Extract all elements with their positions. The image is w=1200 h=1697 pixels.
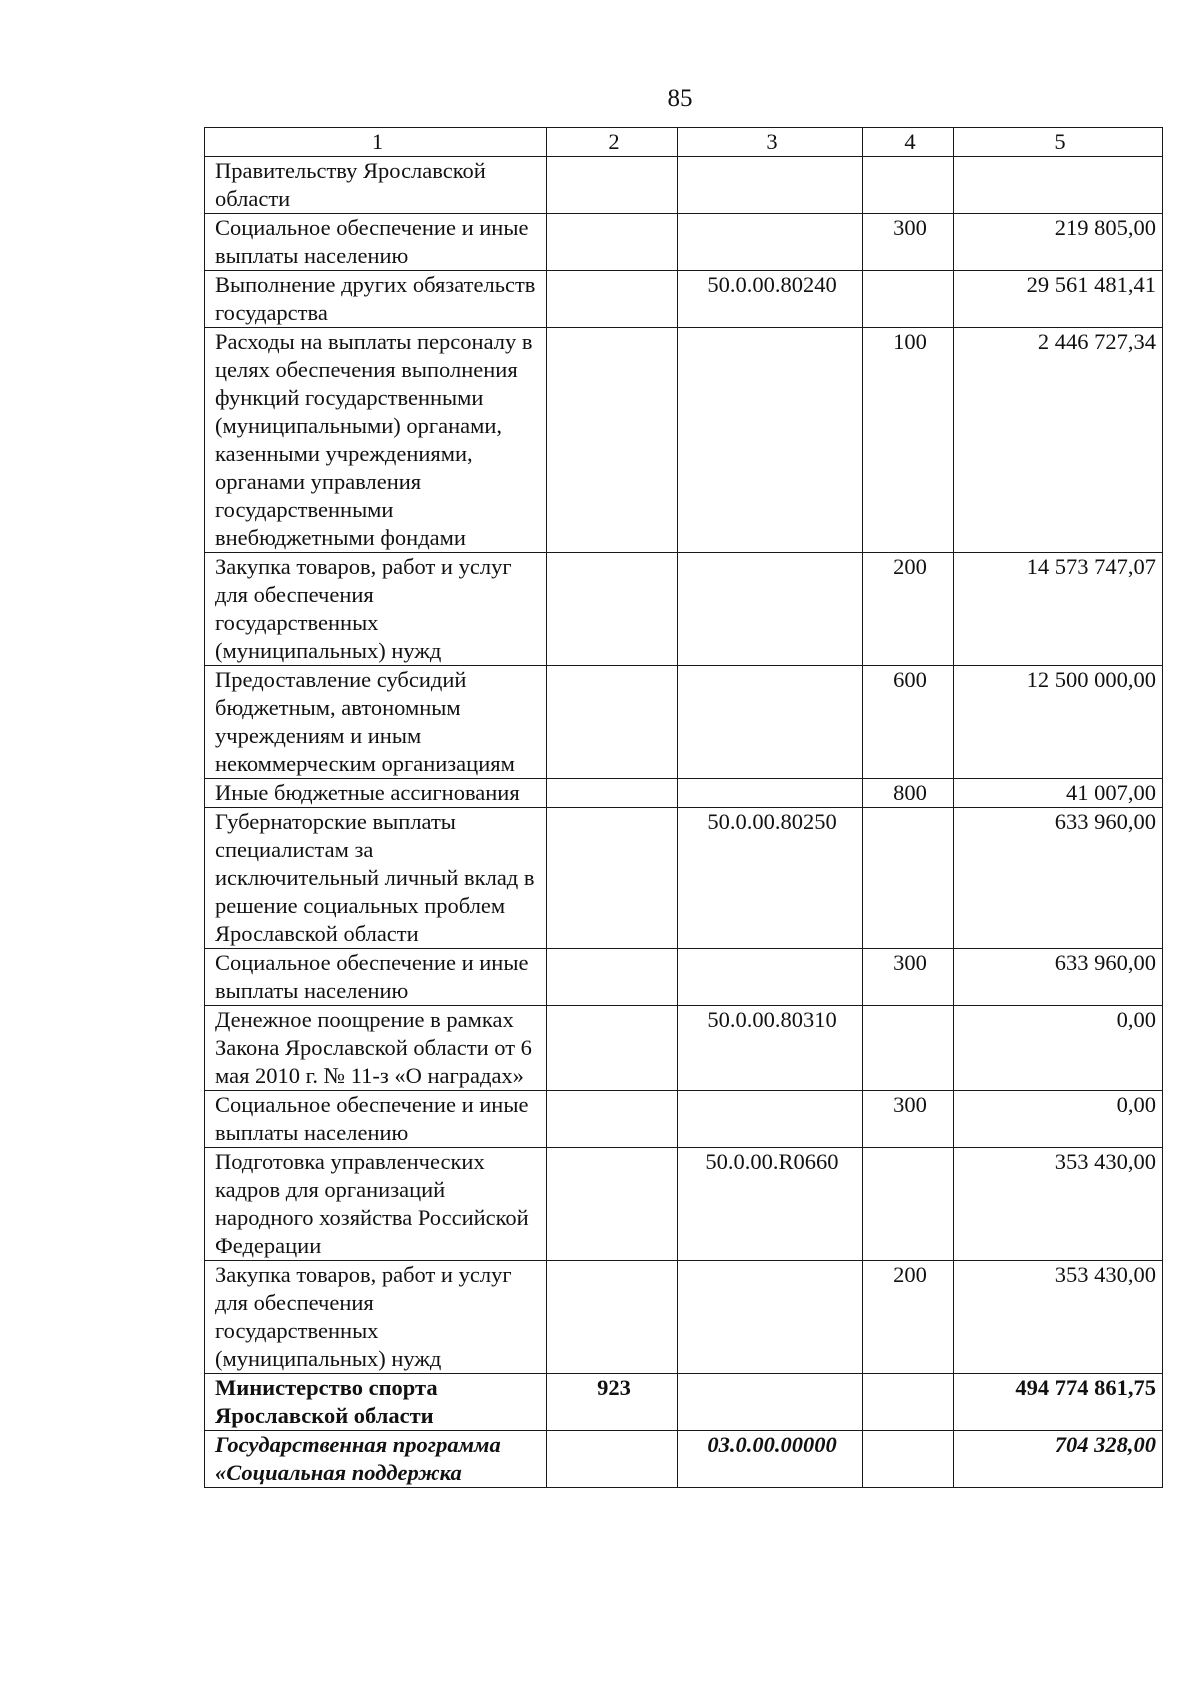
- table-row: [205, 808, 1163, 949]
- cell-expense-type: 300: [863, 1091, 954, 1148]
- cell-name: Выполнение других обязательств государства: [205, 271, 547, 328]
- cell-amount: 494 774 861,75: [954, 1374, 1163, 1431]
- table-body: [205, 157, 1163, 1488]
- cell-target-code: 50.0.00.80250: [678, 808, 863, 949]
- table-row: [205, 1006, 1163, 1091]
- cell-amount: 353 430,00: [954, 1148, 1163, 1261]
- cell-amount: 353 430,00: [954, 1261, 1163, 1374]
- header-cell-amount: 5: [954, 128, 1163, 157]
- cell-expense-type: 800: [863, 779, 954, 808]
- cell-name: Губернаторские выплаты специалистам за исключительный личный вклад в решение социальных проблем Ярославской области: [205, 808, 547, 949]
- header-cell-dept: 2: [547, 128, 678, 157]
- cell-name: Социальное обеспечение и иные выплаты населению: [205, 1091, 547, 1148]
- cell-dept-code: [547, 1091, 678, 1148]
- cell-target-code: [678, 1261, 863, 1374]
- cell-dept-code: [547, 779, 678, 808]
- cell-expense-type: [863, 808, 954, 949]
- cell-name: Закупка товаров, работ и услуг для обеспечения государственных (муниципальных) нужд: [205, 1261, 547, 1374]
- cell-expense-type: [863, 157, 954, 214]
- cell-expense-type: 300: [863, 214, 954, 271]
- cell-expense-type: [863, 1431, 954, 1488]
- cell-expense-type: 600: [863, 666, 954, 779]
- table-row: [205, 1261, 1163, 1374]
- cell-amount: 633 960,00: [954, 949, 1163, 1006]
- cell-target-code: [678, 214, 863, 271]
- cell-dept-code: [547, 1006, 678, 1091]
- cell-name: Государственная программа «Социальная поддержка: [205, 1431, 547, 1488]
- cell-name: Министерство спорта Ярославской области: [205, 1374, 547, 1431]
- header-cell-type: 4: [863, 128, 954, 157]
- cell-dept-code: [547, 328, 678, 553]
- cell-name: Закупка товаров, работ и услуг для обеспечения государственных (муниципальных) нужд: [205, 553, 547, 666]
- cell-target-code: 03.0.00.00000: [678, 1431, 863, 1488]
- header-cell-name: 1: [205, 128, 547, 157]
- cell-dept-code: [547, 1261, 678, 1374]
- cell-amount: 0,00: [954, 1006, 1163, 1091]
- cell-expense-type: 300: [863, 949, 954, 1006]
- cell-dept-code: [547, 271, 678, 328]
- cell-target-code: 50.0.00.80310: [678, 1006, 863, 1091]
- cell-amount: 14 573 747,07: [954, 553, 1163, 666]
- cell-name: Социальное обеспечение и иные выплаты населению: [205, 949, 547, 1006]
- budget-table: [204, 127, 1163, 1488]
- table-row: [205, 1148, 1163, 1261]
- cell-dept-code: [547, 1148, 678, 1261]
- cell-amount: 219 805,00: [954, 214, 1163, 271]
- header-row: [205, 128, 1163, 157]
- cell-target-code: 50.0.00.R0660: [678, 1148, 863, 1261]
- cell-target-code: [678, 1374, 863, 1431]
- cell-dept-code: [547, 666, 678, 779]
- cell-dept-code: [547, 1431, 678, 1488]
- cell-expense-type: [863, 1006, 954, 1091]
- cell-amount: 704 328,00: [954, 1431, 1163, 1488]
- cell-expense-type: 200: [863, 1261, 954, 1374]
- cell-target-code: [678, 157, 863, 214]
- table-row: [205, 1091, 1163, 1148]
- cell-dept-code: [547, 157, 678, 214]
- table-row: [205, 271, 1163, 328]
- table-row: [205, 779, 1163, 808]
- cell-dept-code: [547, 808, 678, 949]
- cell-dept-code: 923: [547, 1374, 678, 1431]
- cell-target-code: [678, 1091, 863, 1148]
- cell-name: Денежное поощрение в рамках Закона Ярославской области от 6 мая 2010 г. № 11-з «О наградах»: [205, 1006, 547, 1091]
- cell-name: Подготовка управленческих кадров для организаций народного хозяйства Российской Федерации: [205, 1148, 547, 1261]
- table-row: [205, 1431, 1163, 1488]
- cell-name: Социальное обеспечение и иные выплаты населению: [205, 214, 547, 271]
- table-row: [205, 214, 1163, 271]
- cell-name: Расходы на выплаты персоналу в целях обеспечения выполнения функций государственными (муниципальными) органами, казенными учреждениями, органами управления государственными внебюджетными фондами: [205, 328, 547, 553]
- table-row: [205, 157, 1163, 214]
- page-number: 85: [667, 85, 693, 112]
- cell-amount: 0,00: [954, 1091, 1163, 1148]
- cell-target-code: [678, 328, 863, 553]
- cell-dept-code: [547, 553, 678, 666]
- table-row: [205, 1374, 1163, 1431]
- cell-target-code: [678, 553, 863, 666]
- cell-expense-type: [863, 1374, 954, 1431]
- cell-amount: 633 960,00: [954, 808, 1163, 949]
- table-row: [205, 949, 1163, 1006]
- cell-dept-code: [547, 949, 678, 1006]
- cell-expense-type: 200: [863, 553, 954, 666]
- cell-name: Иные бюджетные ассигнования: [205, 779, 547, 808]
- cell-name: Предоставление субсидий бюджетным, автономным учреждениям и иным некоммерческим организациям: [205, 666, 547, 779]
- cell-amount: 12 500 000,00: [954, 666, 1163, 779]
- cell-amount: 2 446 727,34: [954, 328, 1163, 553]
- cell-target-code: [678, 949, 863, 1006]
- cell-dept-code: [547, 214, 678, 271]
- cell-target-code: [678, 779, 863, 808]
- cell-expense-type: 100: [863, 328, 954, 553]
- cell-amount: 41 007,00: [954, 779, 1163, 808]
- cell-name: Правительству Ярославской области: [205, 157, 547, 214]
- cell-amount: 29 561 481,41: [954, 271, 1163, 328]
- cell-expense-type: [863, 1148, 954, 1261]
- cell-expense-type: [863, 271, 954, 328]
- cell-target-code: [678, 666, 863, 779]
- header-cell-target: 3: [678, 128, 863, 157]
- cell-amount: [954, 157, 1163, 214]
- table-row: [205, 553, 1163, 666]
- cell-target-code: 50.0.00.80240: [678, 271, 863, 328]
- table-row: [205, 666, 1163, 779]
- table-row: [205, 328, 1163, 553]
